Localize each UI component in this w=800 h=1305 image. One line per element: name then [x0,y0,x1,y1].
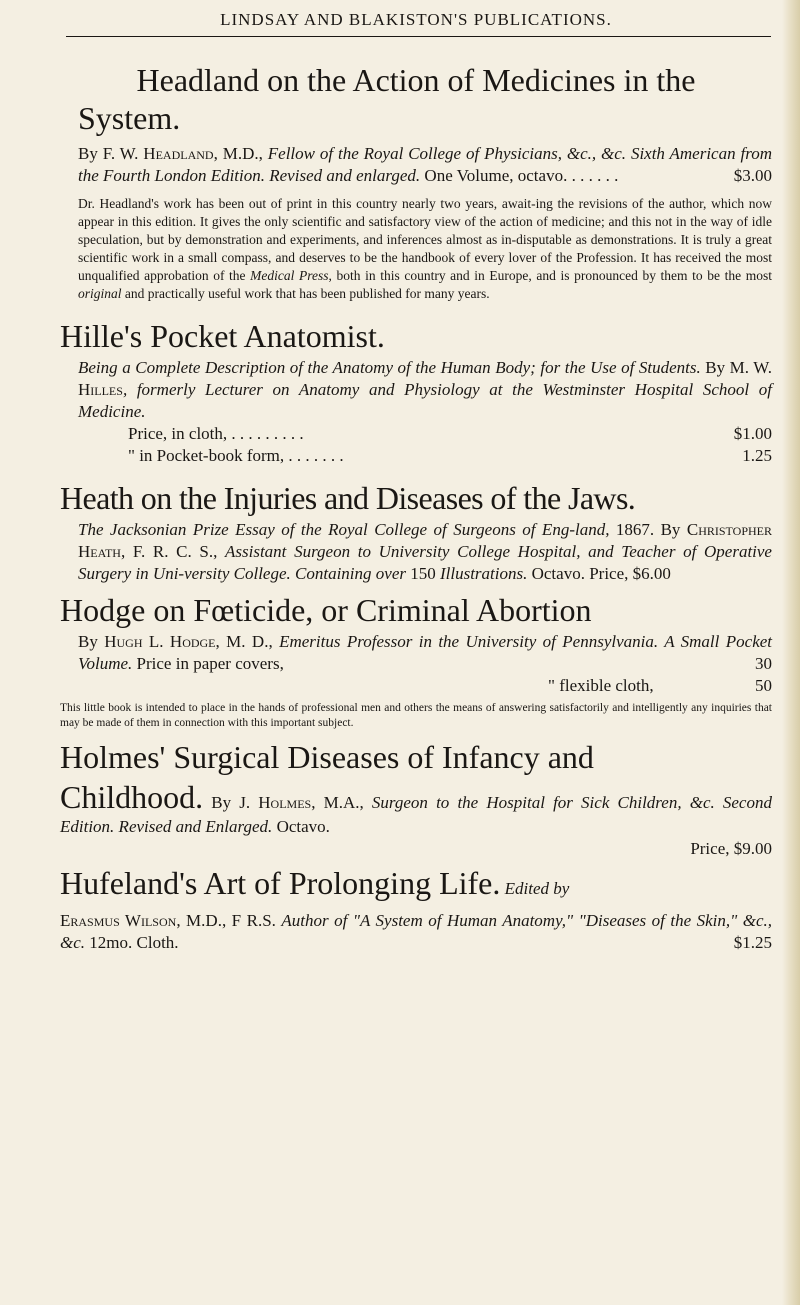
entry-desc: Erasmus Wilson, M.D., F R.S. Author of "A System of Human Anatomy," "Diseases of the Skin," &c., &c. 12mo. Cloth. $1.25 [60,911,773,952]
entry-title: Holmes' Surgical Diseases of Infancy and [60,739,594,775]
entry-title: Hufeland's Art of Prolonging Life. Edited by [60,865,570,901]
entry-heath [60,479,772,585]
header-rule [66,36,771,37]
entry-title-cont: System. [78,100,181,136]
entry-blurb: This little book is intended to place in the hands of professional men and others the means of answering satisfactorily and intelligently any inquiries that may be made of them in connection with this important subject. [60,702,772,729]
entry-title: Heath on the Injuries and Diseases of the Jaws. [60,480,636,516]
entry-desc: The Jacksonian Prize Essay of the Royal College of Surgeons of Eng-land, 1867. By Christopher Heath, F. R. C. S., Assistant Surgeon to University College Hospital, and Teacher of Operative Surgery in Uni-versity College. Containing over 150 Illustrations. Octavo. Price, $6.00 [78,520,772,583]
page [60,0,772,954]
entry-title: Hodge on Fœticide, or Criminal Abortion [60,592,592,628]
entry-hille [60,317,772,467]
entry-price: 30 [755,654,772,673]
entry-desc: By F. W. Headland, M.D., Fellow of the Royal College of Physicians, &c., &c. Sixth American from the Fourth London Edition. Revised and enlarged. One Volume, octavo. . . . . . . $3.00 [78,144,772,185]
entry-headland [60,61,772,303]
entry-desc: Childhood. By J. Holmes, M.A., Surgeon to the Hospital for Sick Children, &c. Second Edition. Revised and Enlarged. Octavo. [60,779,772,836]
running-head: LINDSAY AND BLAKISTON'S PUBLICATIONS. [220,10,612,29]
page-edge [782,0,800,1305]
entry-price: $1.25 [733,933,772,952]
entry-title: Headland on the Action of Medicines in the [136,62,696,98]
entry-price: Price, $9.00 [690,839,772,858]
entry-hodge [60,591,772,730]
price-row: " in Pocket-book form, . . . . . . . 1.25 [128,446,772,465]
entry-blurb: Dr. Headland's work has been out of print in this country nearly two years, await-ing the revisions of the author, which now appear in this edition. It gives the only scientific and satisfactory view of the action of medicine; and this not in the way of idle speculation, but by demonstration and experiments, and inferences almost as in-disputable as demonstrations. It is truly a great scientific work in a small compass, and deserves to be the handbook of every lover of the Profession. It has received the most unqualified approbation of the Medical Press, both in this country and in Europe, and is pronounced by them to be the most original and practically useful work that has been published for many years. [78,196,772,301]
price-row: " flexible cloth, 50 [548,676,772,695]
entry-desc: By Hugh L. Hodge, M. D., Emeritus Professor in the University of Pennsylvania. A Small Pocket Volume. Price in paper covers, 30 [78,632,773,673]
entry-title: Hille's Pocket Anatomist. [60,318,385,354]
entry-desc: Being a Complete Description of the Anatomy of the Human Body; for the Use of Students. By M. W. Hilles, formerly Lecturer on Anatomy and Physiology at the Westminster Hospital School of Medicine. [78,358,773,421]
entry-holmes [60,738,772,860]
entry-price: $3.00 [733,166,772,185]
entry-hufeland [60,864,772,954]
price-row: Price, in cloth, . . . . . . . . . $1.00 [128,424,772,443]
